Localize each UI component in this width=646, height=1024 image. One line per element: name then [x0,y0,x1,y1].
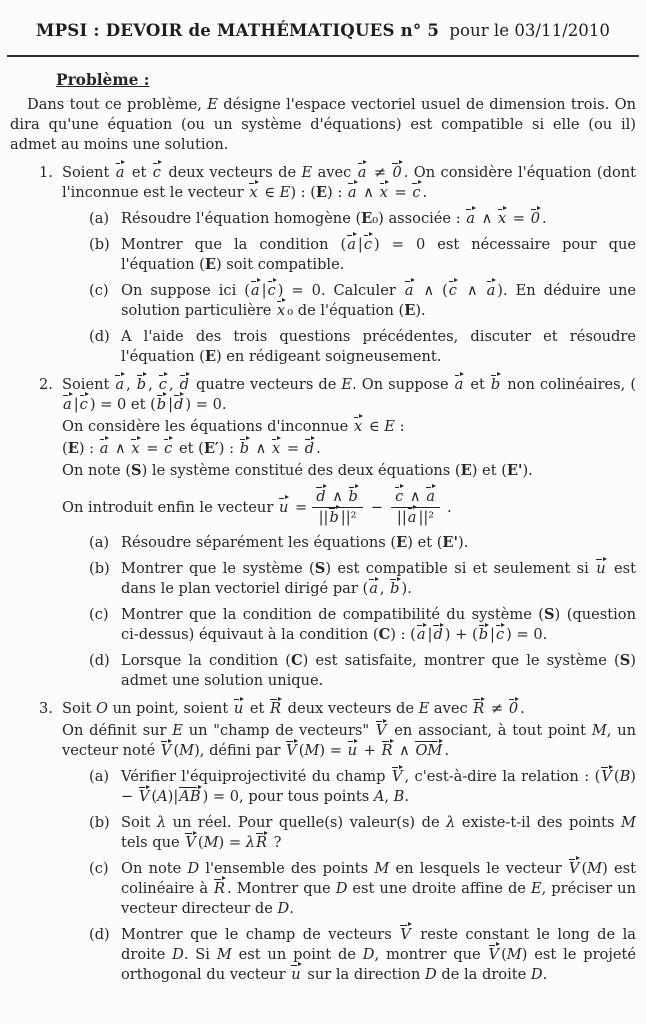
question-3d-text: Montrer que le champ de vecteurs V reste constant le long de la droite D. Si M est un point de D, montrer que V (M) est le projeté orthogonal du vecteur u sur la direction D de la droite D. [121,926,636,983]
question-2c-text: Montrer que la condition de compatibilité du système (S) (question ci-dessus) équivaut à la condition (C) : (a |d ) + (b |c ) = 0. [121,606,636,644]
question-2-equations: (E) : a ∧ x = c et (E′) : b ∧ x = d . [62,439,321,457]
formula-prefix: On introduit enfin le vecteur u = [62,498,308,516]
question-2c-label: (c) [89,606,109,624]
question-3c-label: (c) [89,860,109,878]
question-1-intro: Soient a et c deux vecteurs de E avec a ≠ 0 . On considère l'équation (dont l'inconnue est le vecteur x ∈ E) : (E) : a ∧ x = c . [62,164,636,202]
question-2d-label: (d) [89,652,110,670]
question-2d [89,651,636,691]
question-1-body [62,163,636,367]
question-3b [89,813,636,853]
question-1a-text: Résoudre l'équation homogène (E₀) associée : a ∧ x = 0 . [121,210,547,228]
question-3b-label: (b) [89,814,110,832]
question-2a-text: Résoudre séparément les équations (E) et (E'). [121,534,469,552]
question-3a-text: Vérifier l'équiprojectivité du champ V , c'est-à-dire la relation : (V (B) − V (A)|AB ) = 0, pour tous points A, B. [121,768,636,806]
question-1-number: 1. [39,164,53,182]
question-1d-text: A l'aide des trois questions précédentes, discuter et résoudre l'équation (E) en rédigeant soigneusement. [121,327,636,365]
question-1a-label: (a) [89,210,110,228]
question-3d-label: (d) [89,926,110,944]
question-1b-text: Montrer que la condition (a |c ) = 0 est nécessaire pour que l'équation (E) soit compatible. [121,236,636,273]
question-3d [89,925,636,985]
question-2a-label: (a) [89,534,110,552]
question-1c-label: (c) [89,281,109,299]
formula-period: . [446,498,452,516]
question-2 [39,375,636,691]
question-3a-label: (a) [89,768,110,786]
question-2-system-note: On note (S) le système constitué des deux équations (E) et (E'). [62,461,533,479]
question-2b-text: Montrer que le système (S) est compatible si et seulement si u est dans le plan vectoriel dirigé par (a , b ). [121,560,636,598]
fraction-1 [312,488,363,527]
question-1c [89,281,636,321]
question-1a [89,209,636,229]
question-1b [89,235,636,275]
question-2d-text: Lorsque la condition (C) est satisfaite, montrer que le système (S) admet une solution unique. [121,652,636,690]
question-2-body [62,375,636,691]
question-1b-label: (b) [89,236,110,253]
problem-heading: Problème : [56,71,150,89]
question-3 [39,699,636,985]
question-1d [89,327,636,367]
intro-paragraph: Dans tout ce problème, E désigne l'espace vectoriel usuel de dimension trois. On dira qu'une équation (ou un système d'équations) est compatible si elle (ou il) admet au moins une solution. [10,96,636,154]
question-3-number: 3. [39,700,53,718]
fraction-2-denominator: ||a ||² [396,509,435,527]
question-3-intro: Soit O un point, soient u et R deux vecteurs de E avec R ≠ 0 . [62,700,525,718]
question-3-field-definition: On définit sur E un "champ de vecteurs" V en associant, à tout point M, un vecteur noté V (M), défini par V (M) = u + R ∧ OM . [62,722,637,760]
question-1c-text: On suppose ici (a |c ) = 0. Calculer a ∧ (c ∧ a ). En déduire une solution particulière x ₀ de l'équation (E). [121,281,636,319]
question-3c [89,859,636,919]
question-3a [89,767,636,807]
question-3-body [62,699,636,985]
vector-u-definition [62,488,636,527]
question-1d-label: (d) [89,327,110,345]
question-2c [89,605,636,645]
exam-title: MPSI : DEVOIR de MATHÉMATIQUES n° 5 [36,20,440,40]
question-2-equations-intro: On considère les équations d'inconnue x ∈ E : [62,417,405,435]
question-2a [89,533,636,553]
question-2-intro: Soient a , b , c , d quatre vecteurs de E. On suppose a et b non colinéaires, (a |c ) = 0 et (b |d ) = 0. [62,375,637,413]
question-2-number: 2. [39,375,53,393]
header-rule [7,55,639,57]
question-2b-label: (b) [89,560,110,578]
exam-header [0,20,646,40]
fraction-2-numerator: c ∧ a [391,488,440,508]
question-3c-text: On note D l'ensemble des points M en lesquels le vecteur V (M) est colinéaire à R . Montrer que D est une droite affine de E, préciser un vecteur directeur de D. [121,860,637,918]
problem-content [0,70,646,985]
question-3b-text: Soit λ un réel. Pour quelle(s) valeur(s) de λ existe-t-il des points M tels que V (M) = λR ? [121,814,636,852]
fraction-2 [391,488,440,527]
exam-due-date: pour le 03/11/2010 [449,21,610,40]
minus-operator: − [370,498,384,516]
question-1 [39,163,636,367]
fraction-1-denominator: ||b ||² [318,509,357,527]
question-2b [89,559,636,599]
fraction-1-numerator: d ∧ b [312,488,363,508]
